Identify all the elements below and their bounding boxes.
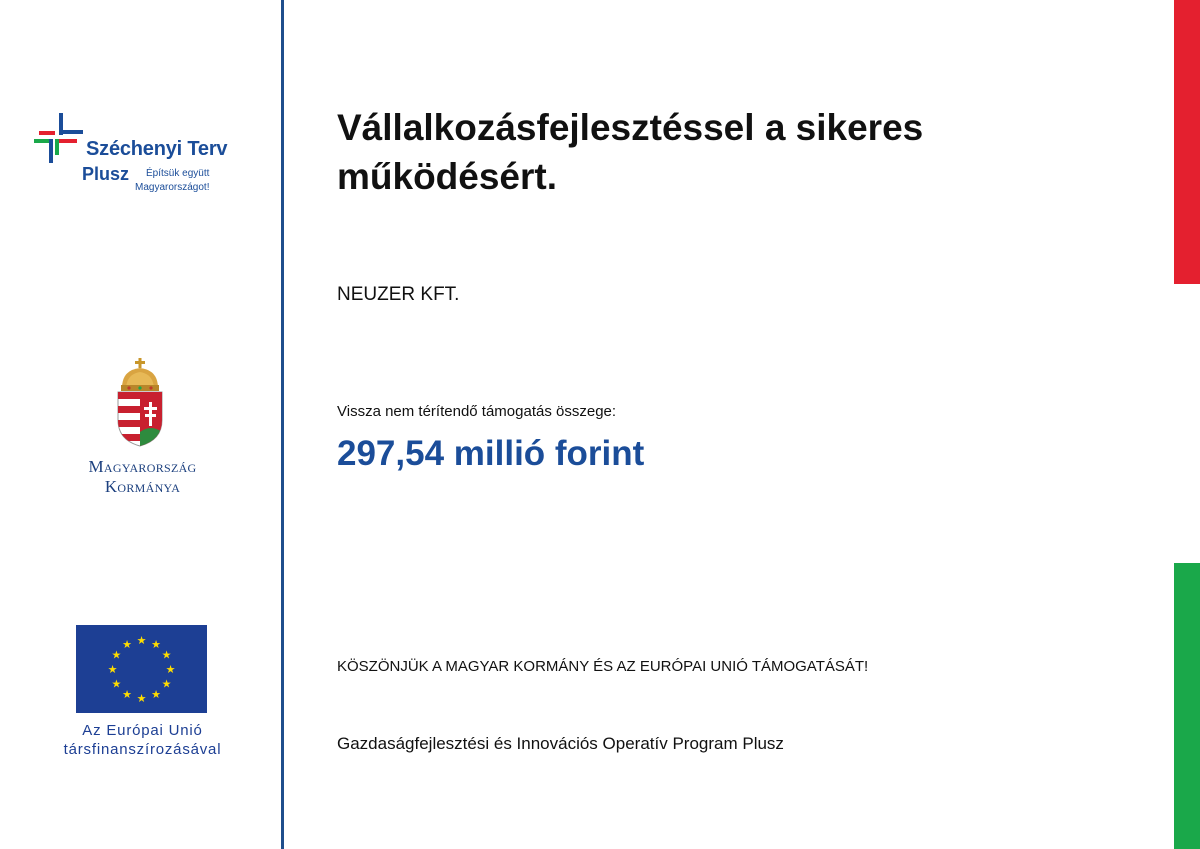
program-name: Gazdaságfejlesztési és Innovációs Operatív Program Plusz — [337, 734, 784, 753]
eu-flag — [76, 625, 207, 713]
headline: Vállalkozásfejlesztéssel a sikeres működésért. — [337, 107, 924, 197]
eu-caption — [25, 721, 260, 759]
eu-star: ★ — [111, 648, 122, 662]
company-name: NEUZER KFT. — [337, 284, 460, 305]
eu-star: ★ — [151, 688, 161, 702]
eu-caption-line2: társfinanszírozásával — [63, 741, 222, 758]
eu-star: ★ — [161, 677, 172, 691]
eu-caption-line1: Az Európai Unió — [82, 722, 203, 739]
szechenyi-cross-icon — [33, 113, 85, 165]
government-name-line1: Magyarország — [88, 457, 197, 476]
green-stripe — [1174, 563, 1200, 849]
government-name — [40, 457, 245, 497]
government-name-line2: Kormánya — [104, 477, 181, 496]
red-stripe — [1174, 0, 1200, 284]
coat-of-arms-icon — [112, 358, 168, 448]
grant-amount: 297,54 millió forint — [337, 434, 645, 473]
szechenyi-tagline-1: Építsük együtt — [146, 168, 210, 179]
eu-star: ★ — [122, 637, 132, 651]
eu-star: ★ — [151, 637, 161, 651]
eu-star: ★ — [165, 663, 176, 676]
szechenyi-logo — [30, 110, 255, 210]
vertical-divider — [281, 0, 284, 849]
szechenyi-tagline-2: Magyarországot! — [135, 182, 210, 193]
eu-stars-icon — [76, 625, 207, 713]
thanks-statement: KÖSZÖNJÜK A MAGYAR KORMÁNY ÉS AZ EURÓPAI UNIÓ TÁMOGATÁSÁT! — [337, 658, 869, 675]
szechenyi-plus: Plusz — [82, 164, 130, 184]
szechenyi-title: Széchenyi Terv — [86, 138, 228, 160]
eu-star: ★ — [111, 677, 122, 691]
eu-star: ★ — [161, 648, 172, 662]
eu-star: ★ — [107, 663, 118, 676]
eu-star: ★ — [136, 692, 147, 705]
eu-star: ★ — [122, 688, 132, 702]
eu-star: ★ — [136, 634, 147, 647]
grant-label: Vissza nem térítendő támogatás összege: — [337, 403, 617, 420]
